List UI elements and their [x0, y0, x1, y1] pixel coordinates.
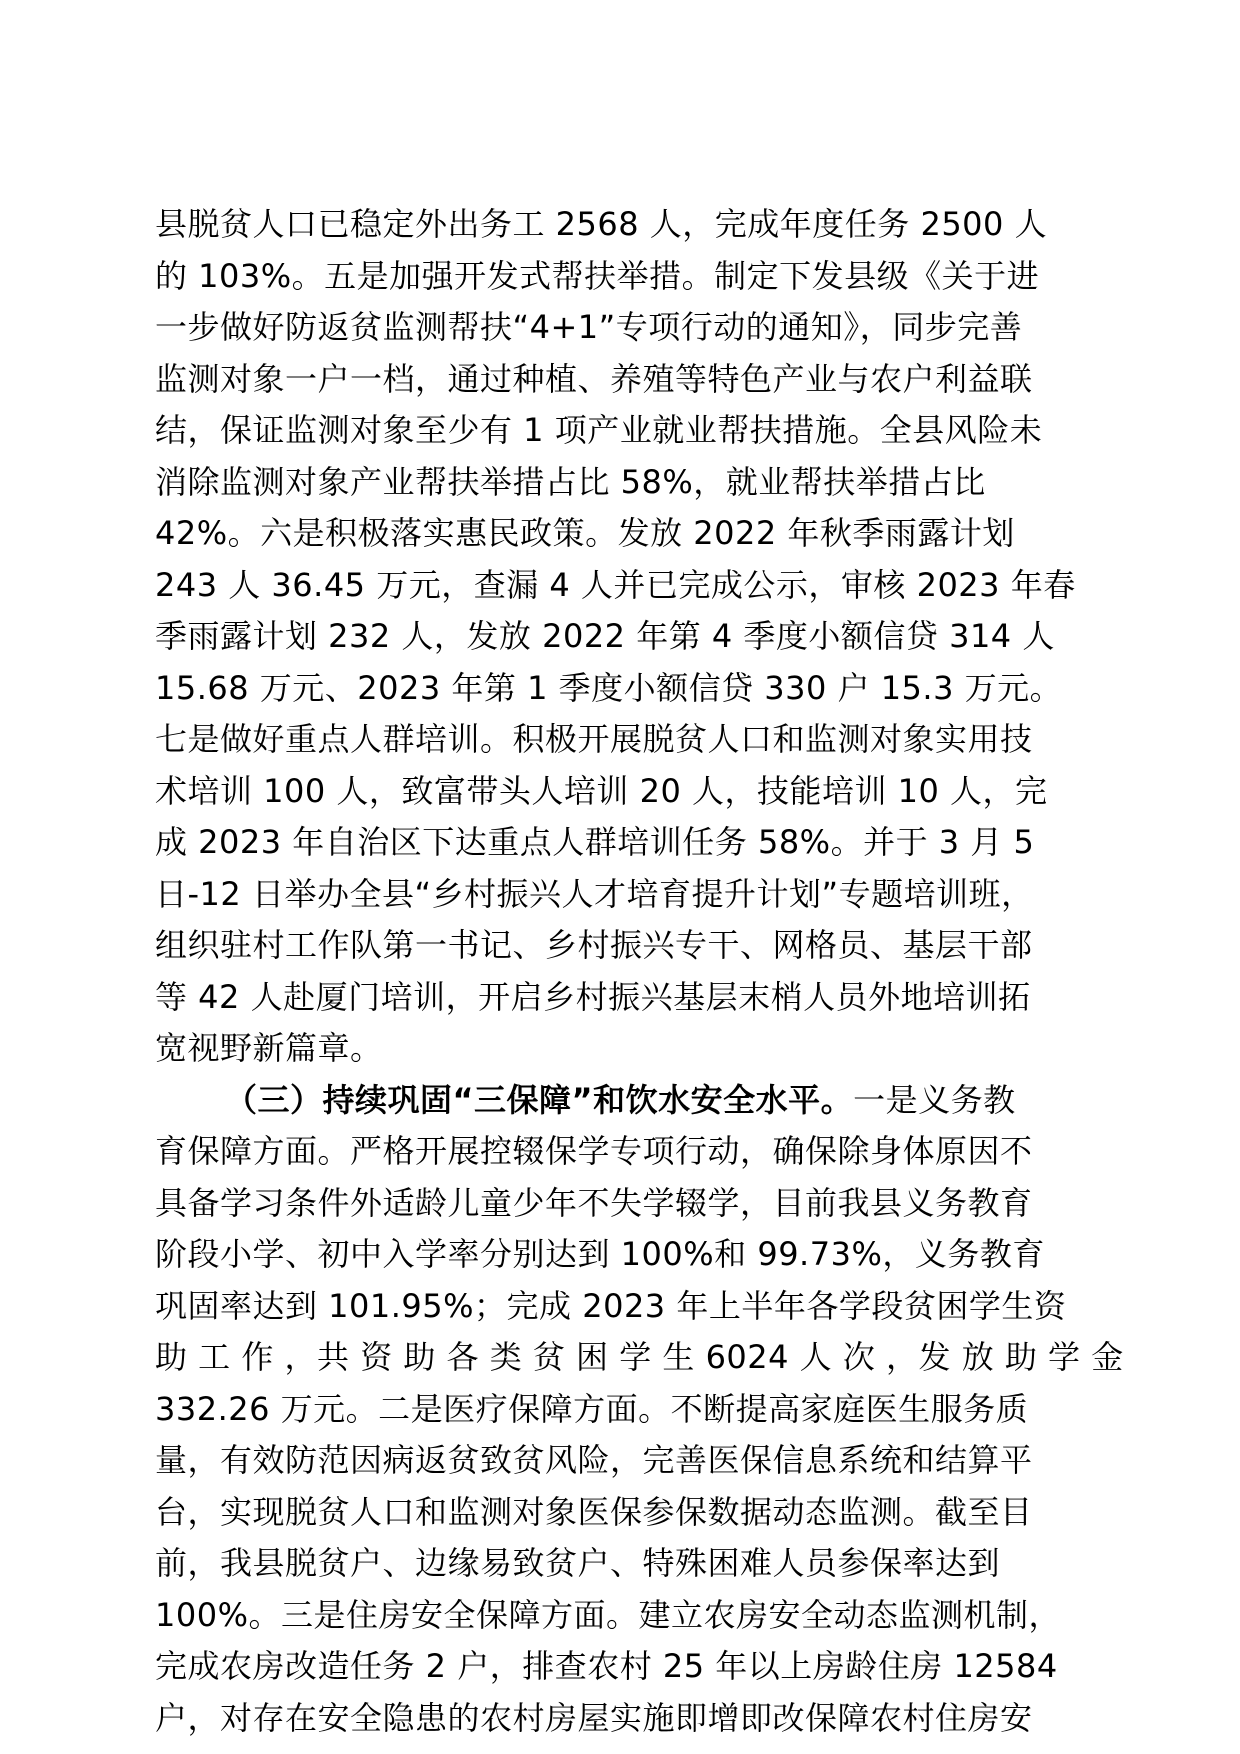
text-line: 巩固率达到 101.95%；完成 2023 年上半年各学段贫困学生资: [155, 1286, 1067, 1325]
text-line: 七是做好重点人群培训。积极开展脱贫人口和监测对象实用技: [155, 720, 1033, 758]
text-line: 100%。三是住房安全保障方面。建立农房安全动态监测机制，: [155, 1595, 1061, 1634]
text-line: 户，对存在安全隐患的农村房屋实施即增即改保障农村住房安: [155, 1698, 1033, 1737]
text-line: 台，实现脱贫人口和监测对象医保参保数据动态监测。截至目: [155, 1492, 1033, 1531]
text-line: 243 人 36.45 万元，查漏 4 人并已完成公示，审核 2023 年春: [155, 565, 1076, 604]
text-line: 育保障方面。严格开展控辍保学专项行动，确保除身体原因不: [155, 1132, 1033, 1170]
text-line: 宽视野新篇章。: [155, 1029, 383, 1067]
text-line: 一步做好防返贫监测帮扶“4+1”专项行动的通知》，同步完善: [155, 308, 1023, 346]
text-line: 成 2023 年自治区下达重点人群培训任务 58%。并于 3 月 5: [155, 823, 1035, 861]
text-line: 组织驻村工作队第一书记、乡村振兴专干、网格员、基层干部: [155, 926, 1033, 964]
text-line: 监测对象一户一档，通过种植、养殖等特色产业与农户利益联: [155, 359, 1033, 398]
section-heading-continuation: 一是义务教: [853, 1080, 1016, 1119]
text-line: 术培训 100 人，致富带头人培训 20 人，技能培训 10 人，完: [155, 771, 1048, 810]
text-line: 完成农房改造任务 2 户，排查农村 25 年以上房龄住房 12584: [155, 1647, 1058, 1685]
text-line: 助 工 作 ，共 资 助 各 类 贫 困 学 生 6024 人 次 ，发 放 助 学 金: [155, 1338, 1124, 1376]
text-line: 量，有效防范因病返贫致贫风险，完善医保信息系统和结算平: [155, 1441, 1033, 1479]
section-heading-line: [155, 1075, 1095, 1127]
text-line: 具备学习条件外适龄儿童少年不失学辍学，目前我县义务教育: [155, 1183, 1033, 1222]
section-heading: （三）持续巩固“三保障”和饮水安全水平。: [225, 1080, 854, 1119]
text-line: 结，保证监测对象至少有 1 项产业就业帮扶措施。全县风险未: [155, 411, 1043, 449]
text-line: 42%。六是积极落实惠民政策。发放 2022 年秋季雨露计划: [155, 514, 1015, 552]
text-line: 季雨露计划 232 人，发放 2022 年第 4 季度小额信贷 314 人: [155, 617, 1055, 655]
text-line: 15.68 万元、2023 年第 1 季度小额信贷 330 户 15.3 万元。: [155, 668, 1063, 707]
text-line: 的 103%。五是加强开发式帮扶举措。制定下发县级《关于进: [155, 256, 1040, 295]
text-line: 332.26 万元。二是医疗保障方面。不断提高家庭医生服务质: [155, 1389, 1029, 1428]
text-line: 等 42 人赴厦门培训，开启乡村振兴基层末梢人员外地培训拓: [155, 977, 1031, 1016]
body-text: [155, 199, 1124, 1744]
text-line: 消除监测对象产业帮扶举措占比 58%，就业帮扶举措占比: [155, 462, 986, 501]
text-line: 日-12 日举办全县“乡村振兴人才培育提升计划”专题培训班，: [155, 874, 1034, 913]
text-line: 阶段小学、初中入学率分别达到 100%和 99.73%，义务教育: [155, 1235, 1045, 1273]
text-line: 县脱贫人口已稳定外出务工 2568 人，完成年度任务 2500 人: [155, 205, 1048, 243]
text-line: 前，我县脱贫户、边缘易致贫户、特殊困难人员参保率达到: [155, 1544, 1001, 1582]
